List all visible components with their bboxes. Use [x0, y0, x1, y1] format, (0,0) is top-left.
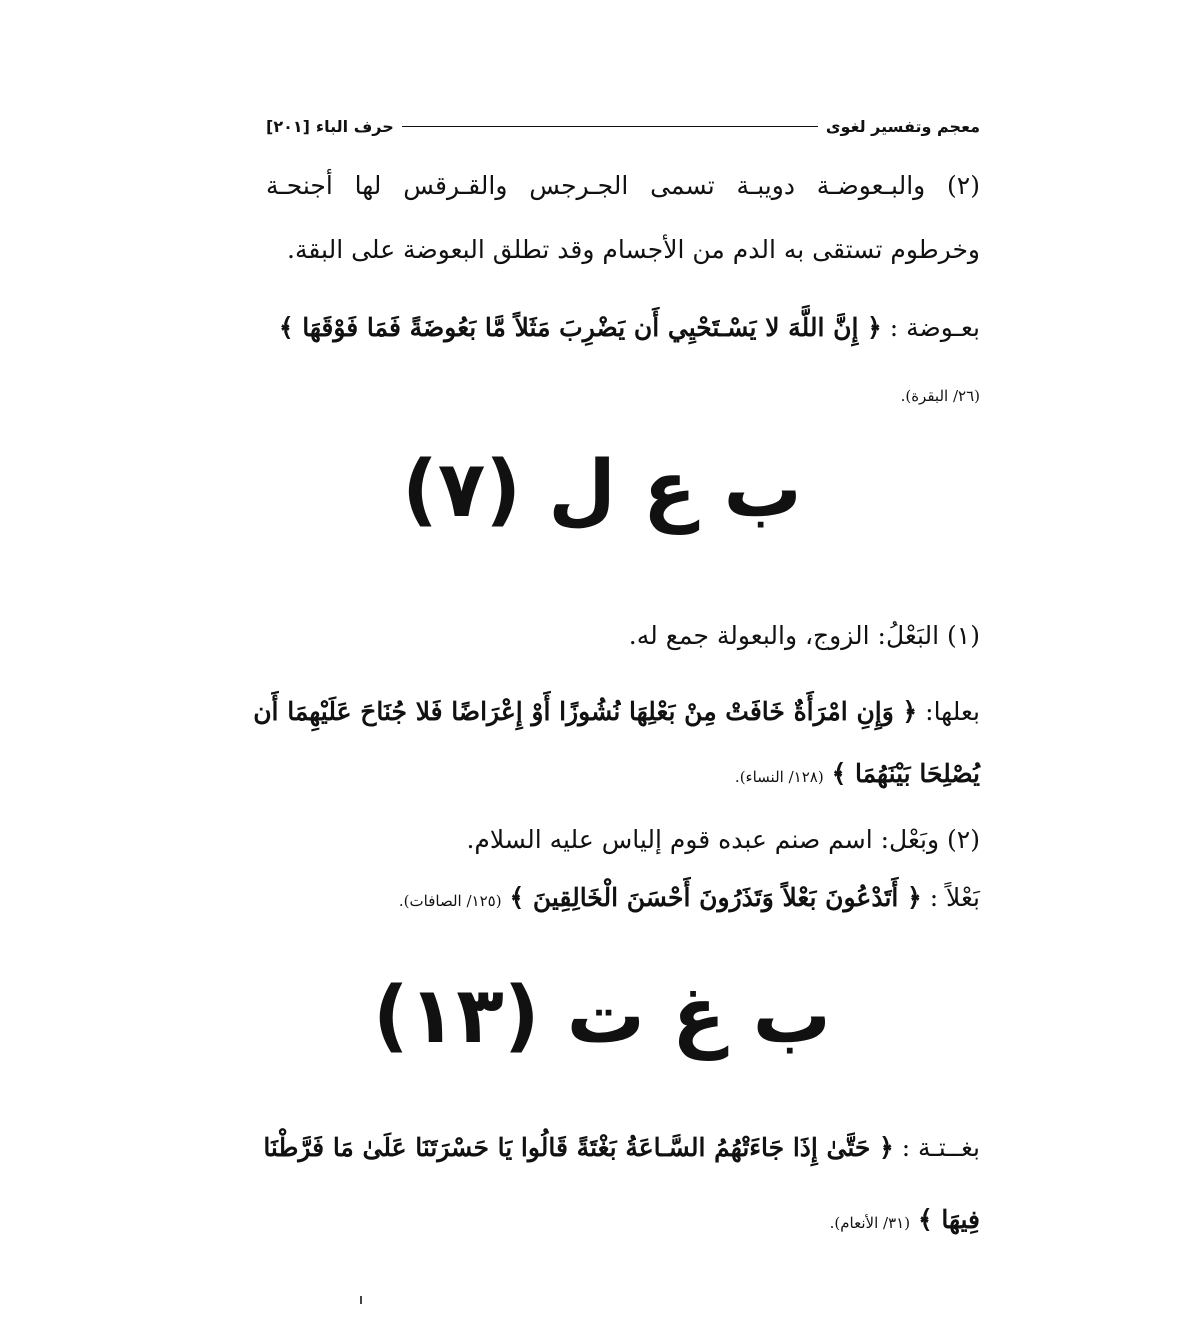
- verse-reference: (١٢٥/ الصافات).: [398, 892, 502, 910]
- running-header: [266, 112, 980, 140]
- headword: بعلها:: [925, 697, 980, 726]
- bauda-entry: [279, 310, 980, 346]
- baalha-entry-line-1: [253, 694, 980, 730]
- baalha-entry-line-2: [735, 756, 980, 795]
- quran-verse-continued: فِيهَا ﴾: [918, 1205, 980, 1234]
- baghta-entry-line-2: [830, 1202, 980, 1241]
- baalan-entry: [399, 880, 980, 919]
- verse-reference: (٣١/ الأنعام).: [829, 1214, 911, 1232]
- verse-reference: (١٢٨/ النساء).: [734, 768, 824, 786]
- scan-speck: [360, 1296, 362, 1304]
- headword: بَعْلاً :: [929, 883, 980, 912]
- page-number: [٢٠١]: [266, 116, 310, 136]
- quran-verse: ﴿ حَتَّىٰ إِذَا جَاءَتْهُمُ السَّـاعَةُ بَغْتَةً قَالُوا يَا حَسْرَتَنَا عَلَىٰ مَا فَرَّطْنَا: [263, 1133, 894, 1162]
- bal-definition-1: (١) البَعْلُ: الزوج، والبعولة جمع له.: [628, 621, 980, 650]
- bauda-definition-line-2: وخرطوم تستقى به الدم من الأجسام وقد تطلق البعوضة على البقة.: [287, 235, 980, 264]
- quran-verse: ﴿ أَتَدْعُونَ بَعْلاً وَتَذَرُونَ أَحْسَنَ الْخَالِقِينَ ﴾: [509, 883, 922, 912]
- headword: بغــتـة :: [901, 1133, 980, 1162]
- headword: بعـوضة :: [889, 313, 980, 342]
- bauda-definition-line-1: (٢) والبـعوضـة دويبـة تسمى الجـرجس والقـرقس لها أجنحـة: [266, 171, 980, 200]
- root-heading: ب غ ت (١٣): [372, 971, 832, 1061]
- quran-verse-continued: يُصْلِحَا بَيْنَهُمَا ﴾: [831, 759, 980, 788]
- quran-verse: ﴿ إِنَّ اللَّهَ لا يَسْـتَحْيِي أَن يَضْرِبَ مَثَلاً مَّا بَعُوضَةً فَمَا فَوْقَهَا ﴾: [278, 313, 882, 342]
- section-title: حرف الباء: [315, 116, 394, 136]
- book-title: معجم وتفسير لغوى: [825, 116, 980, 136]
- bal-definition-2: (٢) وبَعْل: اسم صنم عبده قوم إلياس عليه السلام.: [466, 825, 980, 854]
- verse-reference: (٢٦/ البقرة).: [900, 387, 980, 405]
- root-heading: ب ع ل (٧): [402, 445, 802, 535]
- header-rule: [402, 126, 818, 127]
- baghta-entry-line-1: [263, 1130, 980, 1166]
- quran-verse: ﴿ وَإِنِ امْرَأَةٌ خَافَتْ مِنْ بَعْلِهَا نُشُوزًا أَوْ إِعْرَاضًا فَلا جُنَاحَ عَلَيْهِمَا أَن: [253, 697, 918, 726]
